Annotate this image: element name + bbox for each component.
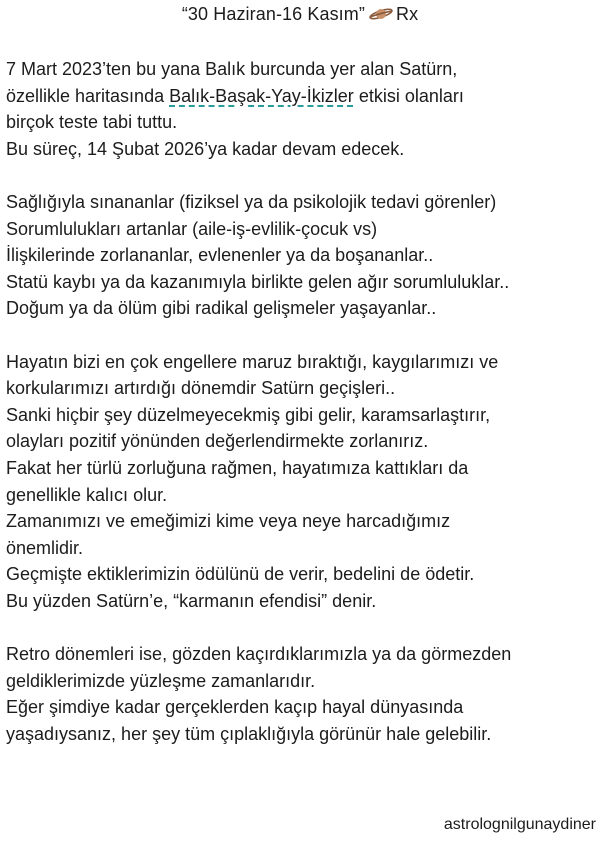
text-line: 7 Mart 2023’ten bu yana Balık burcunda yer alan Satürn, bbox=[6, 59, 458, 79]
text-line: birçok teste tabi tuttu. bbox=[6, 112, 178, 133]
text-line: Hayatın bizi en çok engellere maruz bıraktığı, kaygılarımızı ve bbox=[6, 351, 499, 372]
text-line: genellikle kalıcı olur. bbox=[6, 484, 168, 505]
post-body bbox=[6, 56, 598, 774]
title-text: “30 Haziran-16 Kasım” bbox=[181, 4, 365, 24]
line-text-after: etkisi olanları bbox=[353, 85, 464, 106]
text-line: korkularımızı artırdığı dönemdir Satürn geçişleri.. bbox=[6, 378, 396, 399]
zodiac-signs-link[interactable]: Balık-Başak-Yay-İkizler bbox=[169, 85, 354, 106]
text-line: önemlidir. bbox=[6, 537, 84, 558]
line-text-before: özellikle haritasında bbox=[6, 85, 170, 106]
text-line: Doğum ya da ölüm gibi radikal gelişmeler yaşayanlar.. bbox=[6, 298, 437, 319]
text-line: Fakat her türlü zorluğuna rağmen, hayatımıza kattıkları da bbox=[6, 457, 469, 478]
text-line: Zamanımızı ve emeğimizi kime veya neye harcadığımız bbox=[6, 511, 451, 532]
text-line: olayları pozitif yönünden değerlendirmekte zorlanırız. bbox=[6, 431, 429, 452]
text-line: Statü kaybı ya da kazanımıyla birlikte gelen ağır sorumluluklar.. bbox=[6, 271, 510, 292]
text-line: geldiklerimizde yüzleşme zamanlarıdır. bbox=[6, 670, 316, 691]
text-line: yaşadıysanız, her şey tüm çıplaklığıyla görünür hale gelebilir. bbox=[6, 723, 492, 744]
text-line bbox=[6, 83, 598, 110]
post-title bbox=[0, 2, 600, 26]
saturn-icon bbox=[368, 3, 394, 17]
text-line: Sorumlulukları artanlar (aile-iş-evlilik-çocuk vs) bbox=[6, 218, 378, 239]
paragraph-list bbox=[6, 189, 598, 322]
text-line: Retro dönemleri ise, gözden kaçırdıklarımızla ya da görmezden bbox=[6, 644, 512, 665]
title-suffix: Rx bbox=[395, 4, 419, 24]
paragraph-saturn-transits bbox=[6, 349, 598, 615]
paragraph-retro bbox=[6, 641, 598, 747]
text-line: Bu süreç, 14 Şubat 2026’ya kadar devam edecek. bbox=[6, 138, 405, 159]
text-line: Bu yüzden Satürn’e, “karmanın efendisi” denir. bbox=[6, 590, 377, 611]
text-line: Sanki hiçbir şey düzelmeyecekmiş gibi gelir, karamsarlaştırır, bbox=[6, 404, 491, 425]
text-line: İlişkilerinde zorlananlar, evlenenler ya da boşananlar.. bbox=[6, 245, 434, 266]
text-line: Eğer şimdiye kadar gerçeklerden kaçıp hayal dünyasında bbox=[6, 697, 464, 718]
paragraph-intro bbox=[6, 56, 598, 162]
author-handle: astrolognilgunaydiner bbox=[443, 816, 596, 833]
text-line: Geçmişte ektiklerimizin ödülünü de verir, bedelini de ödetir. bbox=[6, 564, 475, 585]
text-line: Sağlığıyla sınananlar (fiziksel ya da psikolojik tedavi görenler) bbox=[6, 191, 497, 212]
